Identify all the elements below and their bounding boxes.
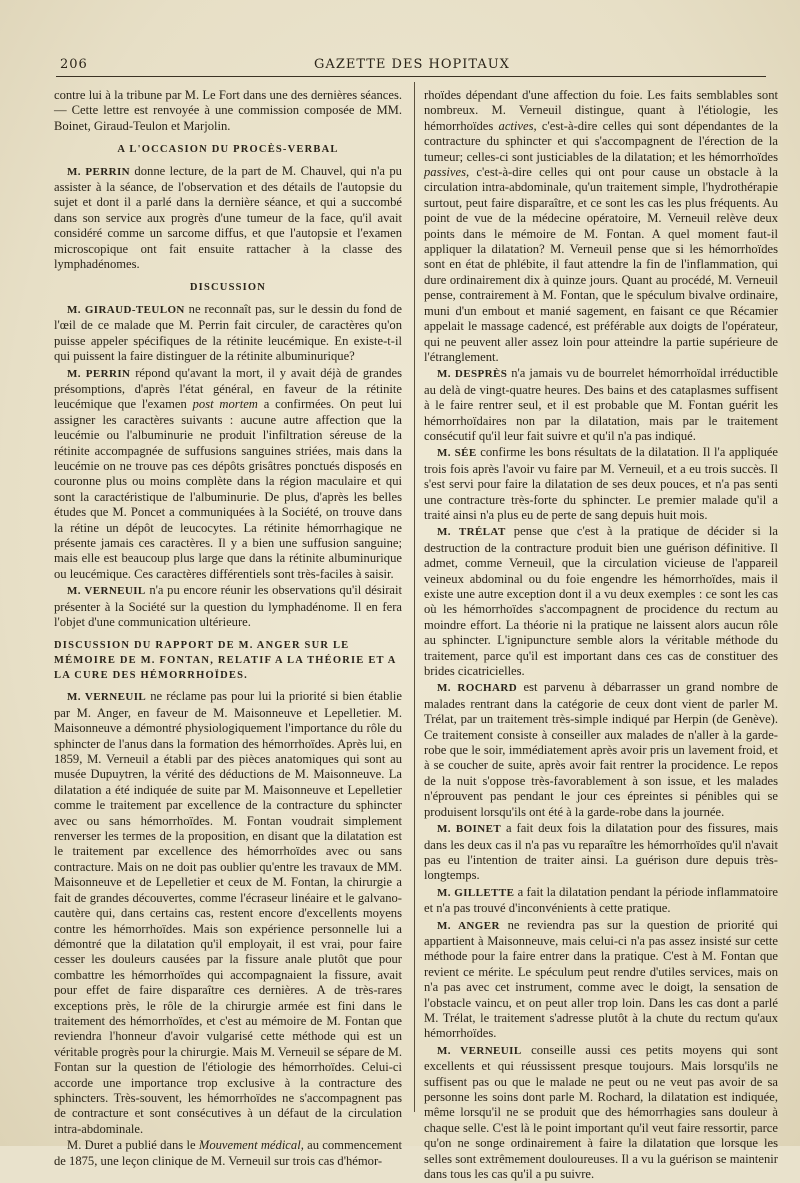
speaker-name: M. VERNEUIL [67, 585, 146, 598]
paragraph: M. VERNEUIL n'a pu encore réunir les observations qu'il désirait présenter à la Société sur la question du lymphadénome. Il en fera l'objet d'une communication ultérieure. [54, 583, 403, 629]
paragraph: M. ROCHARD est parvenu à débarrasser un grand nombre de malades rentrant dans la catégorie de ceux dont vient de parler M. Trélat, par un traitement très-simple indiqué par Herpin (de Genève). Ce traitement consiste à conseiller aux malades de n'aller à la garde-robe que le soir, immédiatement après avoir pris un lavement froid, et à se coucher de suite, après avoir fait rentrer la procidence. Le repos de la nuit s'oppose très-favorablement à son issue, et les malades n'éprouvent pas pendant le jour ces épreintes si pénibles qui se produisent lorsqu'ils ont été à la garde-robe dans la journée. [424, 680, 778, 819]
paragraph: M. VERNEUIL ne réclame pas pour lui la priorité si bien établie par M. Anger, en faveur de M. Maisonneuve et Lepelletier. M. Maisonneuve a démontré physiologiquement l'importance du rôle du sphincter de l'anus dans la formation des hémorrhoïdes. Après lui, en 1859, M. Verneuil a établi par des pièces anatomiques qui sont au musée Dupuytren, la vérité des déductions de M. Maisonneuve. La dilatation a été indiquée de suite par M. Maisonneuve et Lepelletier comme le traitement par excellence de la contracture du sphincter avec ou sans hémorrhoïdes. M. Fontan voudrait simplement renverser les termes de la proposition, en disant que la dilatation est le traitement par excellence des hémorrhoïdes avec ou sans contracture. Mais on ne doit pas oublier qu'entre les travaux de MM. Maisonneuve et de Lepelletier et ceux de M. Fontan, la chirurgie a fait de grandes découvertes, comme l'écraseur linéaire et le galvano-cautère qui, dans certains cas, restent encore d'excellents moyens contre les hémorrhoïdes. Mais son expérience personnelle lui a démontré que la dilatation qu'il employait, il est vrai, pour faire cesser les douleurs causées par la fissure anale plutôt que pour combattre les hémorrhoïdes qui accompagnaient la fissure, avait pour effet de faire disparaître ces dernières. A de très-rares exceptions près, le rôle de la chirurgie armée est fini dans le traitement des hémorrhoïdes, et c'est au mémoire de M. Fontan que reviendra l'honneur d'avoir vulgarisé cette méthode qui est un véritable progrès pour la chirurgie. Mais M. Verneuil se sépare de M. Fontan sur la question de l'étiologie des hémorrhoïdes. Celui-ci accorde une importance trop exclusive à la contracture des sphincters. Très-souvent, les hémorrhoïdes ne s'accompagnent pas de contracture et sont consécutives à un défaut de la circulation intra-abdominale. [54, 689, 402, 1136]
speaker-name: M. SÉE [437, 447, 477, 460]
page-header [60, 54, 764, 72]
paragraph: rhoïdes dépendant d'une affection du foie. Les faits semblables sont nombreux. M. Verneuil distingue, quant à l'étiologie, les hémorrhoïdes actives, c'est-à-dire celles qui sont dépendantes de la contracture du sphincter et qui s'accompagnent de l'érection de la tumeur; celles-ci sont justiciables de la dilatation; et les hémorrhoïdes passives, c'est-à-dire celles qui ont pour cause un obstacle à la circulation intra-abdominale, qu'un traitement simple, l'hydrothérapie surtout, peut faire disparaître, et ce sont les cas les plus fréquents. Au point de vue de la médecine opératoire, M. Verneuil relève deux points dans le mémoire de M. Fontan. A quel moment faut-il appliquer la dilatation? M. Verneuil pense que si les hémorrhoïdes sont en état de phlébite, il faut attendre la fin de l'inflammation, qui dure ordinairement dix à quinze jours. Quant au procédé, M. Verneuil pense, contrairement à M. Fontan, que le spéculum bivalve ordinaire, muni d'un embout et manié sagement, en faisant ce que Récamier appelait le massage cadencé, est préférable aux doigts de l'opérateur, qui ne peuvent aller assez loin pour atteindre la partie supérieure de l'étranglement. [424, 88, 778, 364]
paragraph: M. ANGER ne reviendra pas sur la question de priorité qui appartient à Maisonneuve, mais celui-ci n'a pas assez insisté sur cette méthode pour la faire entrer dans la pratique. C'est à M. Fontan que revient ce mérite. Le spéculum peut rendre d'utiles services, mais on n'a pas avec cet instrument, comme avec le doigt, la sensation de l'obstacle vaincu, et on peut aller trop loin. Dans les cas dont a parlé M. Trélat, le traitement s'adresse plutôt à la chute du rectum qu'aux hémorrhoïdes. [424, 917, 779, 1041]
speaker-name: M. VERNEUIL [67, 691, 147, 704]
column-separator [414, 82, 415, 1112]
speaker-name: M. PERRIN [67, 367, 131, 380]
paragraph: M. GIRAUD-TEULON ne reconnaît pas, sur le dessin du fond de l'œil de ce malade que M. Perrin fait circuler, de caractères qu'on puisse appeler spécifiques de la rétinite leucémique. En existe-t-il qui puissent la faire distinguer de la rétinite albuminurique? [54, 301, 402, 364]
speaker-name: M. GIRAUD-TEULON [67, 303, 185, 316]
speaker-name: M. GILLETTE [437, 886, 515, 899]
speaker-name: M. PERRIN [67, 165, 130, 178]
right-column [424, 88, 778, 1183]
speaker-name: M. TRÉLAT [437, 526, 506, 539]
speaker-name: M. VERNEUIL [437, 1044, 522, 1057]
paragraph: M. VERNEUIL conseille aussi ces petits moyens qui sont excellents et qui réussissent presque toujours. Mais lorsqu'ils ne suffisent pas ou que le malade ne peut ou ne veut pas avoir de sa personne les soins dont parle M. Rochard, la dilatation est indiquée, même lorsqu'il ne se produit que des hémorrhagies sans douleur à chaque selle. C'est là le point important qu'il veut faire ressortir, parce qu'on ne songe ordinairement à faire la dilatation que lorsque les selles sont extrêmement douloureuses. Il a vu la guérison se maintenir dans tous les cas qu'il a pu suivre. [424, 1042, 778, 1182]
paragraph: M. PERRIN répond qu'avant la mort, il y avait déjà de grandes présomptions, d'après l'état général, en faveur de la rétinite leucémique que l'examen post mortem a confirmées. On peut lui assigner les caractères suivants : aucune autre affection que la leucémie ou l'albuminurie ne produit l'infiltration séreuse de la rétinite accompagnée de suffusions sanguines striées, mais dans la leucémie on ne trouve pas ces dépôts grisâtres ponctués disposés en couronne plus ou moins complète dans la région maculaire et qui sont la caractéristique de l'albuminurie. De plus, d'après les belles études que M. Poncet a communiquées à la Société, on trouve dans la rétine un dépôt de leucocytes. La rétinite hémorrhagique ne présente jamais ces caractères. Il y a bien une suffusion sanguine; mais elle est beaucoup plus large que dans la rétinite albuminurique ou leucémique. Ces caractères différentiels sont très-faciles à saisir. [54, 365, 403, 581]
speaker-name: M. BOINET [437, 823, 502, 836]
speaker-name: M. ROCHARD [437, 682, 518, 695]
speaker-name: M. DESPRÈS [437, 368, 508, 381]
journal-title: GAZETTE DES HOPITAUX [314, 57, 510, 72]
header-rule [56, 76, 766, 77]
page-number: 206 [60, 57, 88, 72]
paragraph: M. SÉE confirme les bons résultats de la dilatation. Il l'a appliquée trois fois après l'avoir vu faire par M. Verneuil, et a eu trois succès. Il s'est servi pour faire la dilatation de ses deux pouces, et n'a pas senti une contracture très-forte du sphincter. Le premier malade qu'il a traité ainsi n'a plus eu de perte de sang depuis huit mois. [424, 445, 778, 522]
paragraph: M. TRÉLAT pense que c'est à la pratique de décider si la destruction de la contracture produit bien une guérison définitive. Il admet, comme Verneuil, que la circulation vicieuse de l'appareil veineux abdominal ou du foie engendre les hémorrhoïdes, mais il existe une autre exception dont il a vu deux exemples : ce sont les cas où les hémorrhoïdes s'accompagnent de procidence du rectum au moindre effort. La théorie ni la pratique ne laissent alors aucun rôle au sphincter. L'ignipuncture semble alors la véritable méthode du traitement, parce qu'il est important dans ces cas de constituer des brides cicatricielles. [424, 524, 779, 679]
section-heading: A L'OCCASION DU PROCÈS-VERBAL [117, 144, 339, 156]
paragraph: contre lui à la tribune par M. Le Fort dans une des dernières séances. — Cette lettre est renvoyée à une commission composée de MM. Boinet, Giraud-Teulon et Marjolin. [54, 88, 402, 133]
paragraph: M. PERRIN donne lecture, de la part de M. Chauvel, qui n'a pu assister à la séance, de l'observation et des détails de l'autopsie du sujet et dont il a parlé dans la dernière séance, et qui a succombé dans son service aux progrès d'une tumeur de la face, qu'il avait considéré comme un sarcome diffus, et que l'autopsie et l'examen microscopique ont fait ensuite rattacher à la classe des lymphadénomes. [54, 163, 402, 272]
section-heading: DISCUSSION [189, 282, 267, 294]
left-column [54, 88, 402, 1170]
paragraph: M. BOINET a fait deux fois la dilatation pour des fissures, mais dans les deux cas il n'a pas vu reparaître les hémorrhoïdes qu'il n'avait pas eu l'intention de traiter ainsi. La guérison dure depuis très-longtemps. [424, 821, 778, 883]
paragraph: M. Duret a publié dans le Mouvement médical, au commencement de 1875, une leçon clinique de M. Verneuil sur trois cas d'hémor- [54, 1138, 402, 1168]
paragraph: M. DESPRÈS n'a jamais vu de bourrelet hémorrhoïdal irréductible au delà de vingt-quatre heures. Des bains et des cataplasmes suffisent à le faire rentrer seul, et il est probable que M. Fontan guérit les hémorrhoïdaires non par la dilatation, mais par le traitement consécutif qu'il leur fait suivre et qu'il n'a pas indiqué. [424, 366, 778, 443]
section-heading: DISCUSSION DU RAPPORT DE M. ANGER SUR LE MÉMOIRE DE M. FONTAN, RELATIF A LA THÉORIE ET A LA CURE DES HÉMORRHOÏDES. [54, 640, 396, 682]
speaker-name: M. ANGER [437, 919, 500, 932]
paragraph: M. GILLETTE a fait la dilatation pendant la période inflammatoire et n'a pas trouvé d'inconvénients à cette pratique. [424, 884, 778, 916]
